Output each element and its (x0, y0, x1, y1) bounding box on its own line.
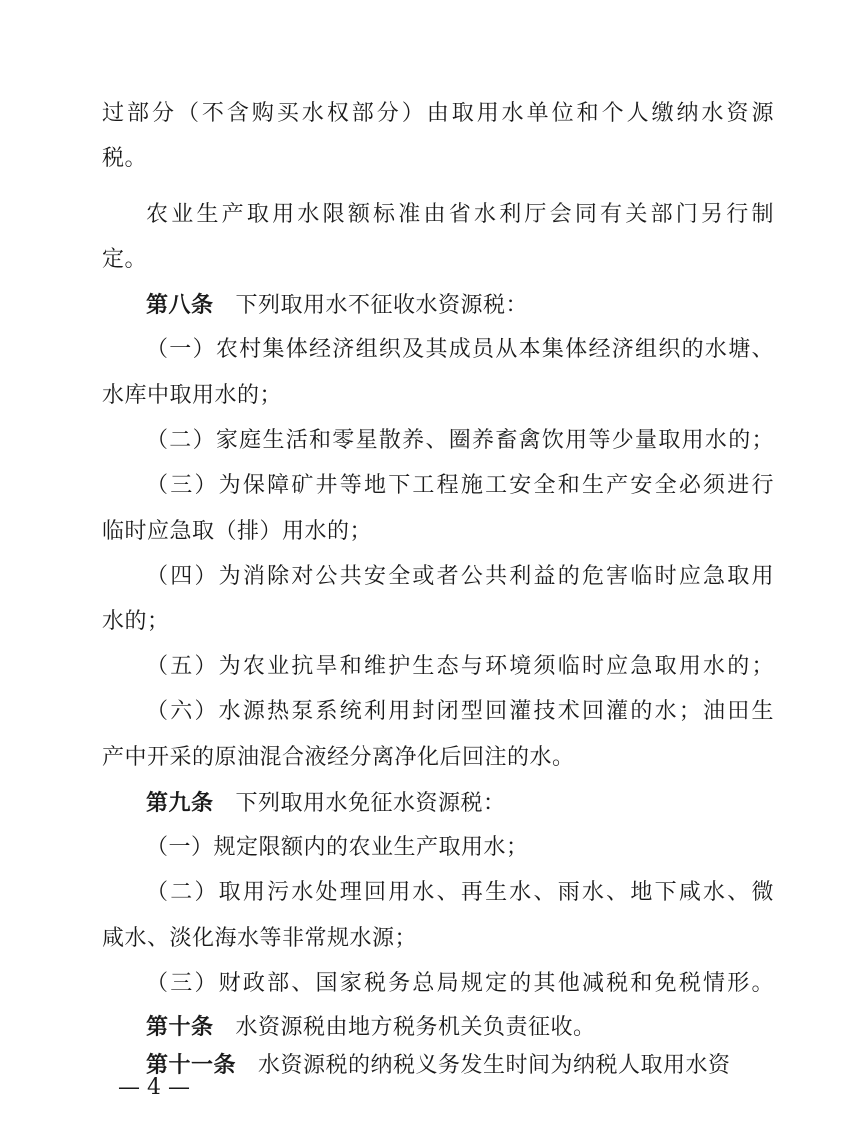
text-line: （一）规定限额内的农业生产取用水； (146, 835, 529, 860)
text-line: （三）财政部、国家税务总局规定的其他减税和免税情形。 (146, 971, 774, 996)
text-line: 咸水、淡化海水等非常规水源； (102, 926, 418, 951)
text-line: 临时应急取（排）用水的； (102, 519, 373, 544)
text-line: （一）农村集体经济组织及其成员从本集体经济组织的水塘、 (146, 337, 774, 362)
text-line: 水库中取用水的； (102, 383, 283, 408)
article-11-text: 水资源税的纳税义务发生时间为纳税人取用水资 (258, 1053, 731, 1078)
article-9-heading: 第九条 (146, 790, 214, 816)
text-line: （四）为消除对公共安全或者公共利益的危害临时应急取用 (146, 564, 774, 589)
text-line: 税。 (102, 146, 148, 171)
text-line: （五）为农业抗旱和维护生态与环境须临时应急取用水的； (146, 654, 774, 679)
article-11 (146, 1050, 818, 1081)
text-line: 定。 (102, 247, 148, 272)
text-line: （三）为保障矿井等地下工程施工安全和生产安全必须进行 (146, 473, 774, 498)
article-9 (146, 788, 818, 819)
article-10-text: 水资源税由地方税务机关负责征收。 (235, 1015, 596, 1040)
article-8 (146, 290, 818, 321)
text-line: 过部分（不含购买水权部分）由取用水单位和个人缴纳水资源 (102, 101, 774, 126)
article-10-heading: 第十条 (146, 1014, 214, 1040)
text-line: （六）水源热泵系统利用封闭型回灌技术回灌的水；油田生 (146, 699, 774, 724)
article-9-text: 下列取用水免征水资源税： (235, 791, 506, 816)
text-line: （二）取用污水处理回用水、再生水、雨水、地下咸水、微 (146, 880, 774, 905)
text-line: 产中开采的原油混合液经分离净化后回注的水。 (102, 745, 575, 770)
article-8-text: 下列取用水不征收水资源税： (235, 293, 529, 318)
text-line: 水的； (102, 609, 170, 634)
article-8-heading: 第八条 (146, 292, 214, 318)
text-line: 农业生产取用水限额标准由省水利厅会同有关部门另行制 (146, 202, 774, 227)
article-11-heading: 第十一条 (146, 1052, 237, 1078)
page-number: — 4 — (118, 1075, 190, 1100)
article-10 (146, 1012, 818, 1043)
text-line: （二）家庭生活和零星散养、圈养畜禽饮用等少量取用水的； (146, 428, 774, 453)
